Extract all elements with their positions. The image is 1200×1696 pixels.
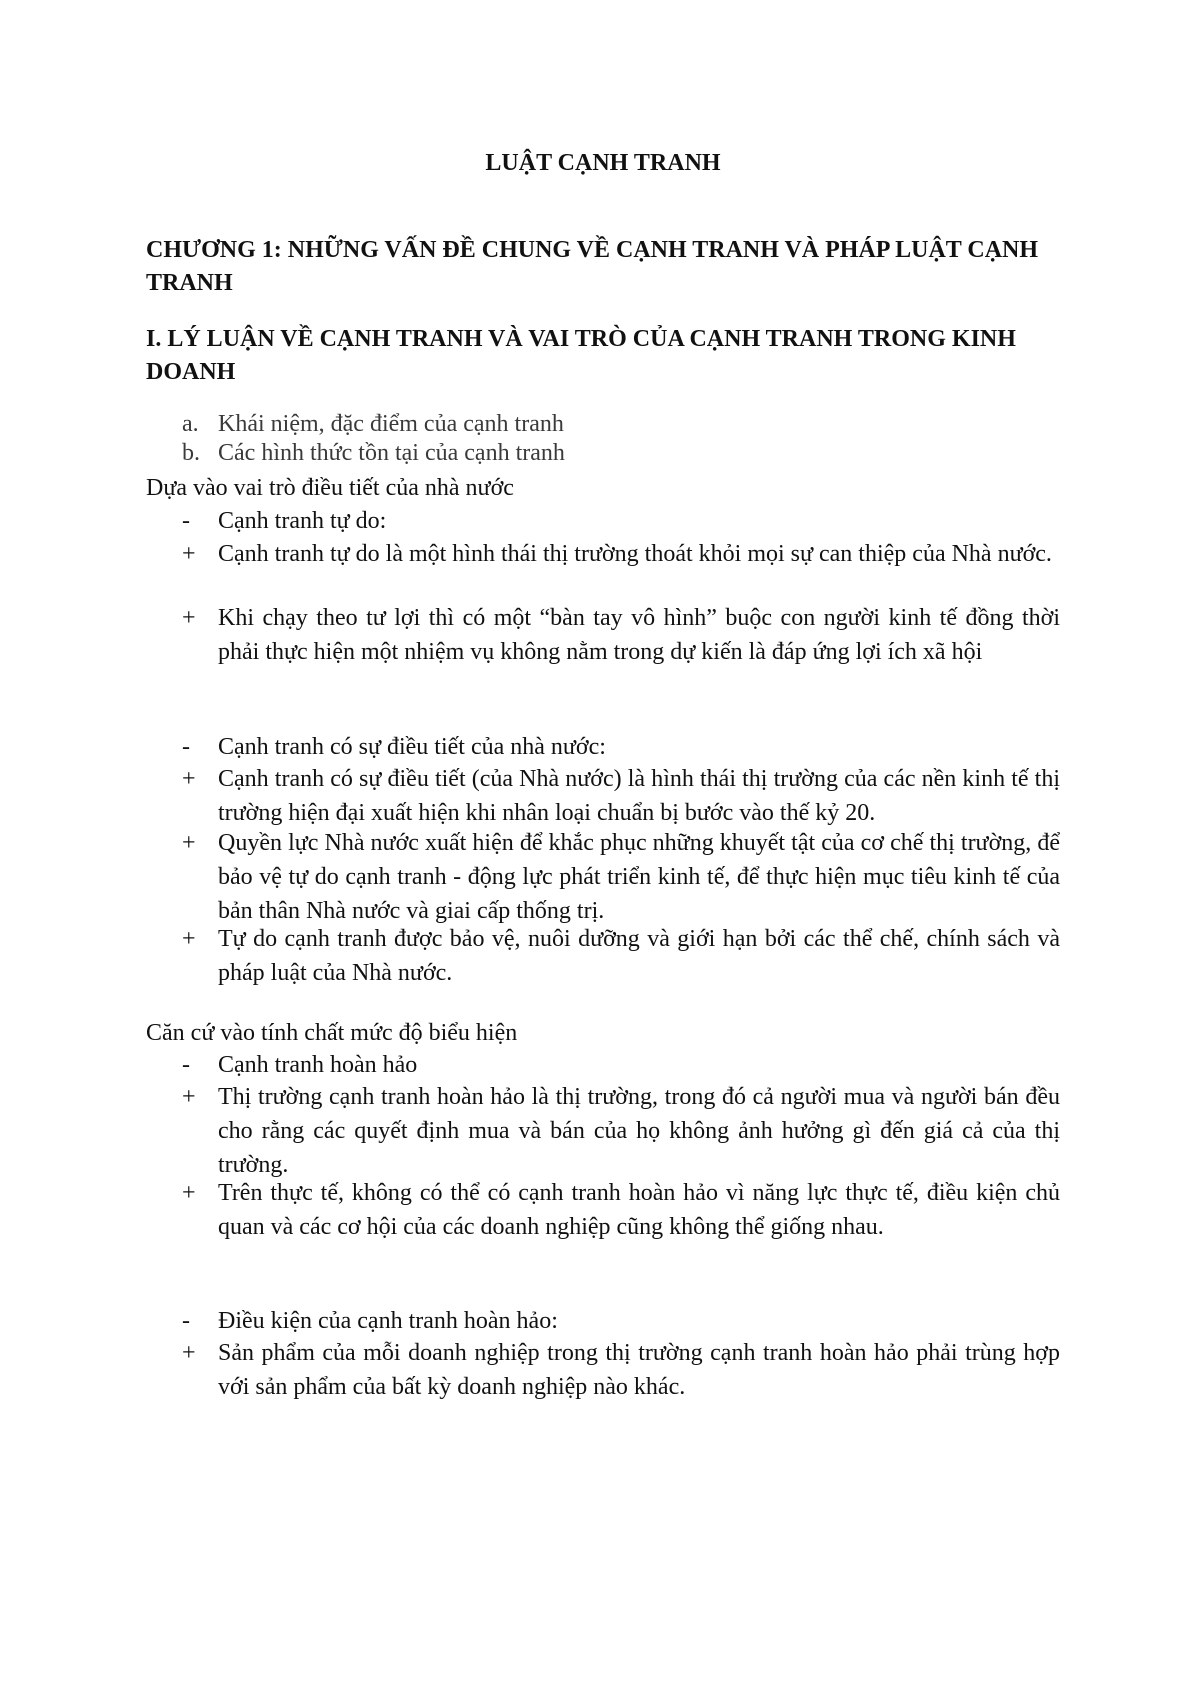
list-text: Quyền lực Nhà nước xuất hiện để khắc phục những khuyết tật của cơ chế thị trường, để bảo vệ tự do cạnh tranh - động lực phát triển kinh tế, để thực hiện mục tiêu kinh tế của bản thân Nhà nước và giai cấp thống trị. xyxy=(218,830,1060,924)
section-heading: I. LÝ LUẬN VỀ CẠNH TRANH VÀ VAI TRÒ CỦA CẠNH TRANH TRONG KINH DOANH xyxy=(146,326,1016,385)
list-item xyxy=(182,826,1060,928)
list-item xyxy=(182,601,1060,669)
list-item xyxy=(182,730,1060,764)
list-text: Cạnh tranh có sự điều tiết (của Nhà nước) là hình thái thị trường của các nền kinh tế thị trường hiện đại xuất hiện khi nhân loại chuẩn bị bước vào thế kỷ 20. xyxy=(218,766,1060,826)
list-marker: + xyxy=(182,830,196,856)
subitem-text: Các hình thức tồn tại của cạnh tranh xyxy=(218,440,565,466)
list-marker: + xyxy=(182,1340,196,1366)
list-text: Điều kiện của cạnh tranh hoàn hảo: xyxy=(218,1308,558,1334)
subitem-marker: b. xyxy=(182,440,200,466)
list-item xyxy=(182,1048,1060,1082)
list-item xyxy=(182,537,1060,571)
subitem-marker: a. xyxy=(182,411,199,437)
subitem-text: Khái niệm, đặc điểm của cạnh tranh xyxy=(218,411,564,437)
list-marker: + xyxy=(182,926,196,952)
list-text: Thị trường cạnh tranh hoàn hảo là thị trường, trong đó cả người mua và người bán đều cho rằng các quyết định mua và bán của họ không ảnh hưởng gì đến giá cả của thị trường. xyxy=(218,1084,1060,1178)
document-title: LUẬT CẠNH TRANH xyxy=(485,150,721,176)
list-marker: - xyxy=(182,1052,190,1078)
paragraph-expression-level: Căn cứ vào tính chất mức độ biểu hiện xyxy=(146,1020,518,1046)
list-item xyxy=(182,504,1060,538)
list-text: Cạnh tranh tự do là một hình thái thị trường thoát khỏi mọi sự can thiệp của Nhà nước. xyxy=(218,541,1052,567)
list-text: Cạnh tranh hoàn hảo xyxy=(218,1052,418,1078)
list-marker: - xyxy=(182,1308,190,1334)
paragraph-regulation-role: Dựa vào vai trò điều tiết của nhà nước xyxy=(146,475,514,501)
list-marker: + xyxy=(182,1084,196,1110)
list-item xyxy=(182,922,1060,990)
list-item xyxy=(182,1176,1060,1244)
list-marker: + xyxy=(182,766,196,792)
list-text: Trên thực tế, không có thể có cạnh tranh hoàn hảo vì năng lực thực tế, điều kiện chủ quan và các cơ hội của các doanh nghiệp cũng không thể giống nhau. xyxy=(218,1180,1060,1240)
list-marker: - xyxy=(182,508,190,534)
list-marker: + xyxy=(182,541,196,567)
list-item xyxy=(182,1080,1060,1182)
list-item xyxy=(182,762,1060,830)
list-marker: + xyxy=(182,605,196,631)
list-text: Khi chạy theo tư lợi thì có một “bàn tay vô hình” buộc con người kinh tế đồng thời phải thực hiện một nhiệm vụ không nằm trong dự kiến là đáp ứng lợi ích xã hội xyxy=(218,605,1060,665)
list-item xyxy=(182,1336,1060,1404)
list-text: Cạnh tranh có sự điều tiết của nhà nước: xyxy=(218,734,606,760)
subitem-b xyxy=(182,438,1052,469)
list-item xyxy=(182,1304,1060,1338)
list-marker: + xyxy=(182,1180,196,1206)
list-text: Cạnh tranh tự do: xyxy=(218,508,387,534)
subitem-a xyxy=(182,409,1052,440)
chapter-heading: CHƯƠNG 1: NHỮNG VẤN ĐỀ CHUNG VỀ CẠNH TRANH VÀ PHÁP LUẬT CẠNH TRANH xyxy=(146,237,1039,296)
list-marker: - xyxy=(182,734,190,760)
list-text: Sản phẩm của mỗi doanh nghiệp trong thị trường cạnh tranh hoàn hảo phải trùng hợp với sản phẩm của bất kỳ doanh nghiệp nào khác. xyxy=(218,1340,1060,1400)
list-text: Tự do cạnh tranh được bảo vệ, nuôi dưỡng và giới hạn bởi các thể chế, chính sách và pháp luật của Nhà nước. xyxy=(218,926,1060,986)
